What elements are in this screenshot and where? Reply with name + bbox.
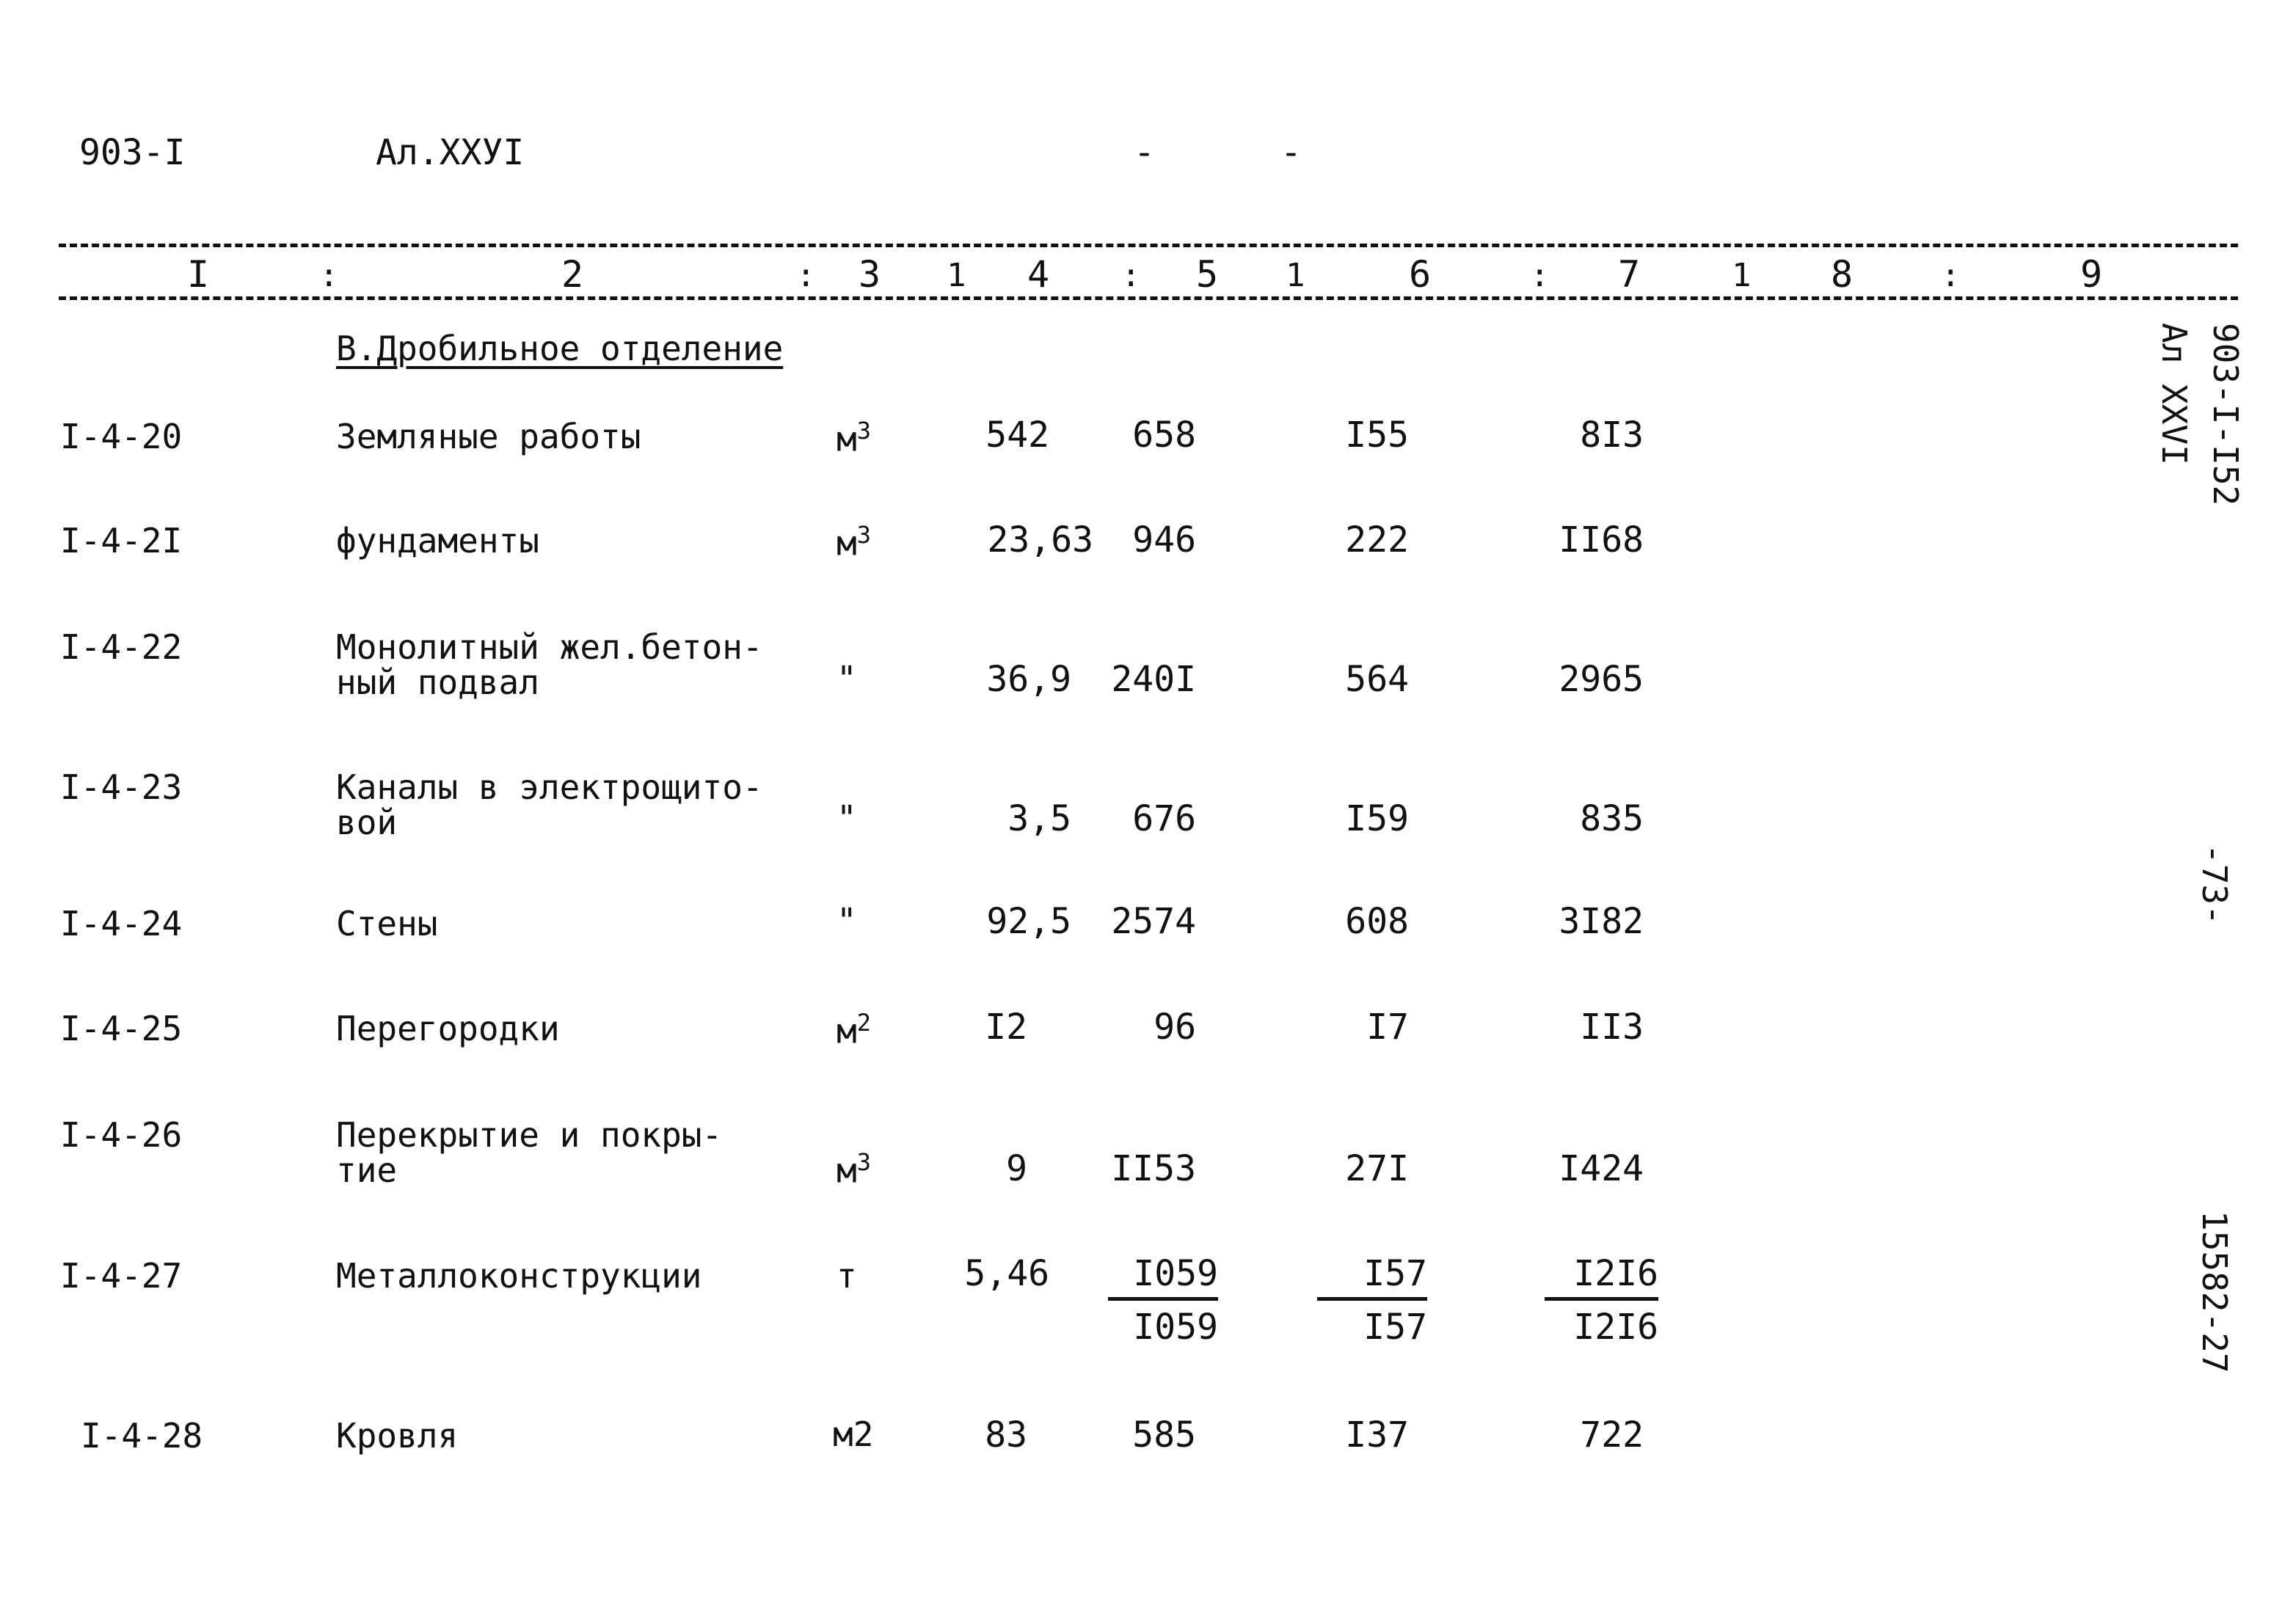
row-name: Монолитный жел.бетон-	[336, 627, 763, 667]
row-cost-col7: 2965	[1559, 659, 1644, 700]
row-cost-col6: I37	[1345, 1414, 1409, 1456]
row-unit: "	[837, 901, 857, 941]
row-quantity: 542	[985, 415, 1049, 456]
row-unit: м2	[833, 1414, 874, 1454]
section-title: В.Дробильное отделение	[336, 329, 784, 368]
column-separator: 1	[1286, 257, 1305, 294]
row-name-continued: вой	[336, 803, 398, 842]
column-number: 3	[859, 253, 881, 296]
row-quantity: 9	[1006, 1148, 1027, 1189]
row-name: Кровля	[336, 1416, 459, 1456]
sheet-label: Ал.ХХУI	[376, 132, 525, 173]
fraction-top: I059	[1108, 1253, 1218, 1301]
fraction-bottom: I2I6	[1573, 1307, 1658, 1348]
row-quantity: 36,9	[986, 659, 1071, 700]
row-cost-col6: I59	[1345, 798, 1409, 839]
row-cost-col5: 946	[1132, 519, 1196, 560]
row-code: I-4-25	[60, 1009, 183, 1048]
column-number: 8	[1831, 253, 1854, 296]
row-cost-col7	[1545, 1253, 1658, 1348]
document-number: 903-I	[79, 132, 186, 173]
row-name: фундаменты	[336, 521, 539, 560]
column-separator: 1	[947, 257, 966, 294]
column-separator: :	[796, 257, 816, 294]
row-cost-col5: 96	[1154, 1007, 1196, 1048]
row-quantity: I2	[985, 1007, 1027, 1048]
row-name: Перегородки	[336, 1009, 560, 1048]
column-number: I	[187, 253, 210, 296]
column-number: 9	[2080, 253, 2103, 296]
row-code: I-4-22	[60, 627, 183, 667]
row-code: I-4-2I	[60, 521, 183, 560]
row-unit: "	[837, 659, 857, 698]
row-cost-col6: 564	[1345, 659, 1409, 700]
row-name: Перекрытие и покры-	[336, 1115, 723, 1155]
row-cost-col6: I7	[1366, 1007, 1409, 1048]
row-name: Стены	[336, 904, 438, 943]
row-code: I-4-24	[60, 904, 183, 943]
row-cost-col7: 8I3	[1580, 415, 1644, 456]
column-separator: :	[1941, 257, 1961, 294]
fraction-top: I57	[1317, 1253, 1427, 1301]
dashed-rule-bottom	[59, 296, 2238, 300]
row-code: I-4-26	[60, 1115, 183, 1155]
row-name: Каналы в электрощито-	[336, 767, 763, 807]
column-number: 4	[1027, 253, 1050, 296]
column-separator: :	[1121, 257, 1141, 294]
fraction-top: I2I6	[1545, 1253, 1658, 1301]
row-cost-col6	[1317, 1253, 1427, 1348]
column-number: 5	[1196, 253, 1219, 296]
row-cost-col7: 3I82	[1559, 901, 1644, 942]
row-cost-col5: 2574	[1111, 901, 1196, 942]
row-unit: $м^3$	[837, 1148, 871, 1191]
row-cost-col5: 240I	[1111, 659, 1196, 700]
row-unit: т	[837, 1256, 857, 1296]
column-separator: :	[319, 257, 339, 294]
row-code: I-4-20	[60, 417, 183, 456]
row-cost-col7: II68	[1559, 519, 1644, 560]
row-unit: "	[837, 798, 857, 838]
row-unit: $м^2$	[837, 1009, 871, 1051]
row-cost-col6: 27I	[1345, 1148, 1409, 1189]
row-unit: $м^3$	[837, 417, 871, 459]
dashed-rule-top	[59, 244, 2238, 247]
fraction-bottom: I059	[1133, 1307, 1218, 1348]
column-number: 2	[561, 253, 584, 296]
row-quantity: 3,5	[1007, 798, 1071, 839]
row-name-continued: ный подвал	[336, 662, 539, 702]
row-cost-col5: 676	[1132, 798, 1196, 839]
row-cost-col5: II53	[1111, 1148, 1196, 1189]
margin-sheet-label: Ал ХХVI	[2154, 323, 2194, 465]
column-number: 7	[1618, 253, 1641, 296]
row-quantity: 83	[985, 1414, 1027, 1456]
row-cost-col7: I424	[1559, 1148, 1644, 1189]
row-cost-col6: 222	[1345, 519, 1409, 560]
margin-archive-number: 15582-27	[2195, 1211, 2234, 1373]
fraction-bottom: I57	[1363, 1307, 1427, 1348]
margin-document-code: 903-I-I52	[2206, 323, 2245, 506]
row-cost-col6: I55	[1345, 415, 1409, 456]
header-dash: -	[1280, 132, 1302, 173]
row-quantity: 5,46	[964, 1253, 1049, 1294]
row-cost-col7: II3	[1580, 1007, 1644, 1048]
column-number: 6	[1409, 253, 1432, 296]
column-separator: :	[1530, 257, 1550, 294]
row-cost-col5: 585	[1132, 1414, 1196, 1456]
row-name-continued: тие	[336, 1150, 398, 1190]
row-quantity: 23,63	[987, 519, 1093, 560]
header-dash: -	[1134, 132, 1155, 173]
column-separator: 1	[1732, 257, 1752, 294]
row-code: I-4-27	[60, 1256, 183, 1296]
row-code: I-4-28	[81, 1416, 203, 1456]
row-code: I-4-23	[60, 767, 183, 807]
row-cost-col5	[1108, 1253, 1218, 1348]
row-cost-col7: 835	[1580, 798, 1644, 839]
margin-page-number: -73-	[2195, 844, 2234, 925]
row-cost-col7: 722	[1580, 1414, 1644, 1456]
row-unit: $м^3$	[837, 521, 871, 563]
row-cost-col6: 608	[1345, 901, 1409, 942]
row-cost-col5: 658	[1132, 415, 1196, 456]
row-quantity: 92,5	[986, 901, 1071, 942]
row-name: Металлоконструкции	[336, 1256, 702, 1296]
row-name: Земляные работы	[336, 417, 641, 456]
